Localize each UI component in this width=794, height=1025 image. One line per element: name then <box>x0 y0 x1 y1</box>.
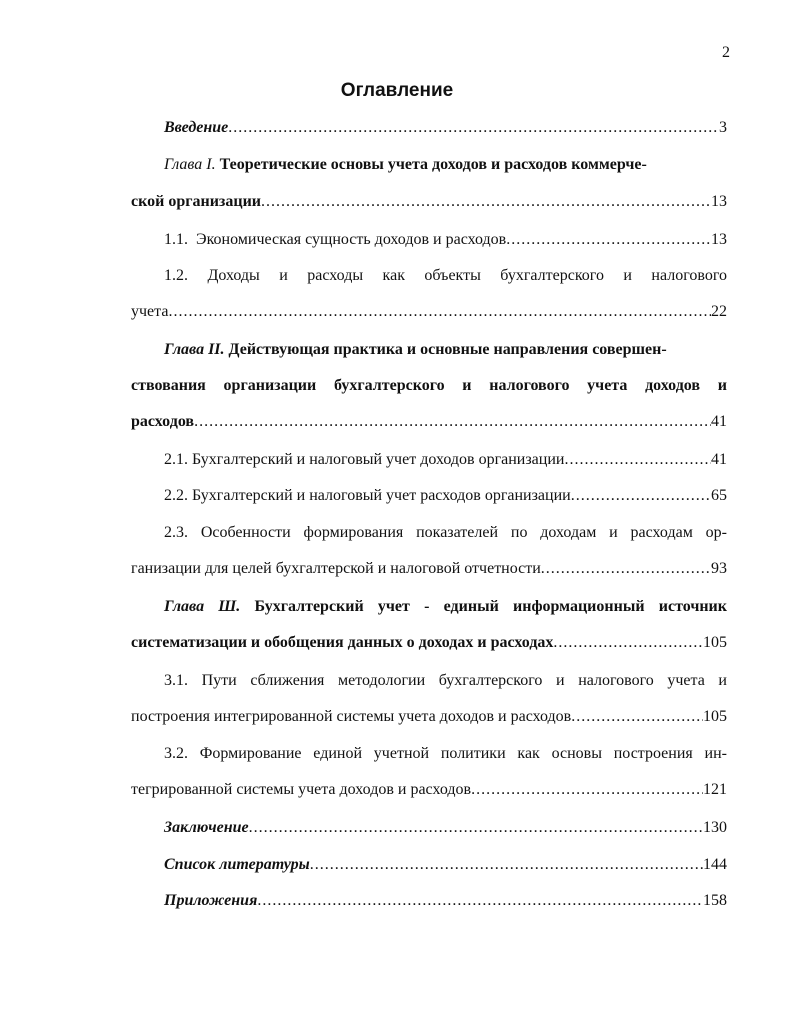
section-2-1-label: 2.1. Бухгалтерский и налоговый учет доходов организации <box>164 451 565 468</box>
dot-leader <box>310 853 703 877</box>
dot-leader <box>571 484 711 508</box>
section-2-3-line2: ганизации для целей бухгалтерской и налоговой отчетности <box>131 560 541 577</box>
toc-intro-page: 3 <box>719 119 727 136</box>
chapter-2-title-line2[interactable]: ствования организации бухгалтерского и налогового учета доходов и <box>131 377 727 394</box>
page-number: 2 <box>722 44 730 61</box>
chapter-2-page: 41 <box>711 413 727 430</box>
dot-leader <box>541 557 711 581</box>
toc-entry-3-1-cont[interactable] <box>131 705 727 729</box>
dot-leader <box>571 705 703 729</box>
toc-entry-chapter-3-cont[interactable] <box>131 631 727 655</box>
toc-entry-1-1[interactable] <box>131 228 727 252</box>
dot-leader <box>261 190 711 214</box>
conclusion-label: Заключение <box>164 819 249 836</box>
toc-entry-chapter-2-cont[interactable] <box>131 410 727 434</box>
conclusion-page: 130 <box>703 819 727 836</box>
toc-entry-appendices[interactable] <box>131 889 727 913</box>
chapter-3-title-line1: Бухгалтерский учет - единый информационный источник <box>254 598 727 615</box>
toc-entry-chapter-1[interactable] <box>131 153 727 177</box>
chapter-3-page: 105 <box>703 634 727 651</box>
references-label: Список литературы <box>164 856 310 873</box>
chapter-3-title-line2: систематизации и обобщения данных о доходах и расходах <box>131 634 554 651</box>
chapter-1-prefix: Глава I. <box>164 156 216 173</box>
toc-entry-references[interactable] <box>131 853 727 877</box>
toc-entry-1-2-cont[interactable] <box>131 300 727 324</box>
dot-leader <box>257 889 703 913</box>
section-2-2-page: 65 <box>711 487 727 504</box>
toc-entry-conclusion[interactable] <box>131 816 727 840</box>
toc-entry-chapter-3[interactable] <box>131 595 727 619</box>
dot-leader <box>471 778 703 802</box>
section-1-2-line2: учета <box>131 303 169 320</box>
dot-leader <box>506 228 711 252</box>
chapter-3-prefix: Глава Ш. <box>164 598 241 615</box>
dot-leader <box>168 300 711 324</box>
chapter-1-title-line2: ской организации <box>131 193 262 210</box>
section-2-1-page: 41 <box>711 451 727 468</box>
section-2-2-label: 2.2. Бухгалтерский и налоговый учет расходов организации <box>164 487 571 504</box>
chapter-2-prefix: Глава II. <box>164 341 225 358</box>
dot-leader <box>194 410 711 434</box>
toc-entry-intro[interactable] <box>131 116 727 140</box>
references-page: 144 <box>703 856 727 873</box>
section-3-2-line2: тегрированной системы учета доходов и расходов <box>131 781 472 798</box>
section-3-1-page: 105 <box>703 708 727 725</box>
dot-leader <box>249 816 703 840</box>
chapter-1-title-line1: Теоретические основы учета доходов и расходов коммерче- <box>219 156 647 173</box>
toc-entry-3-2-cont[interactable] <box>131 778 727 802</box>
chapter-2-title-line3: расходов <box>131 413 195 430</box>
appendices-page: 158 <box>703 892 727 909</box>
toc-entry-2-3[interactable]: 2.3. Особенности формирования показателей по доходам и расходам ор- <box>164 524 727 541</box>
toc-entry-2-1[interactable] <box>131 448 727 472</box>
section-1-1-page: 13 <box>711 231 727 248</box>
dot-leader <box>228 116 719 140</box>
toc-entry-chapter-2[interactable] <box>131 338 727 362</box>
dot-leader <box>564 448 711 472</box>
toc-entry-1-2[interactable]: 1.2. Доходы и расходы как объекты бухгалтерского и налогового <box>164 267 727 284</box>
toc-entry-3-2[interactable]: 3.2. Формирование единой учетной политики как основы построения ин- <box>164 745 727 762</box>
section-2-3-page: 93 <box>711 560 727 577</box>
toc-entry-chapter-1-cont[interactable] <box>131 190 727 214</box>
appendices-label: Приложения <box>164 892 258 909</box>
chapter-2-title-line1: Действующая практика и основные направления совершен- <box>228 341 667 358</box>
section-3-1-line2: построения интегрированной системы учета доходов и расходов <box>131 708 572 725</box>
page-title: Оглавление <box>340 80 454 101</box>
toc-entry-3-1[interactable]: 3.1. Пути сближения методологии бухгалтерского и налогового учета и <box>164 672 727 689</box>
section-1-1-label: 1.1. Экономическая сущность доходов и расходов <box>164 231 507 248</box>
toc-entry-2-2[interactable] <box>131 484 727 508</box>
toc-intro-label: Введение <box>164 119 229 136</box>
toc-entry-2-3-cont[interactable] <box>131 557 727 581</box>
section-3-2-page: 121 <box>703 781 727 798</box>
chapter-1-page: 13 <box>711 193 727 210</box>
dot-leader <box>553 631 703 655</box>
section-1-2-page: 22 <box>711 303 727 320</box>
